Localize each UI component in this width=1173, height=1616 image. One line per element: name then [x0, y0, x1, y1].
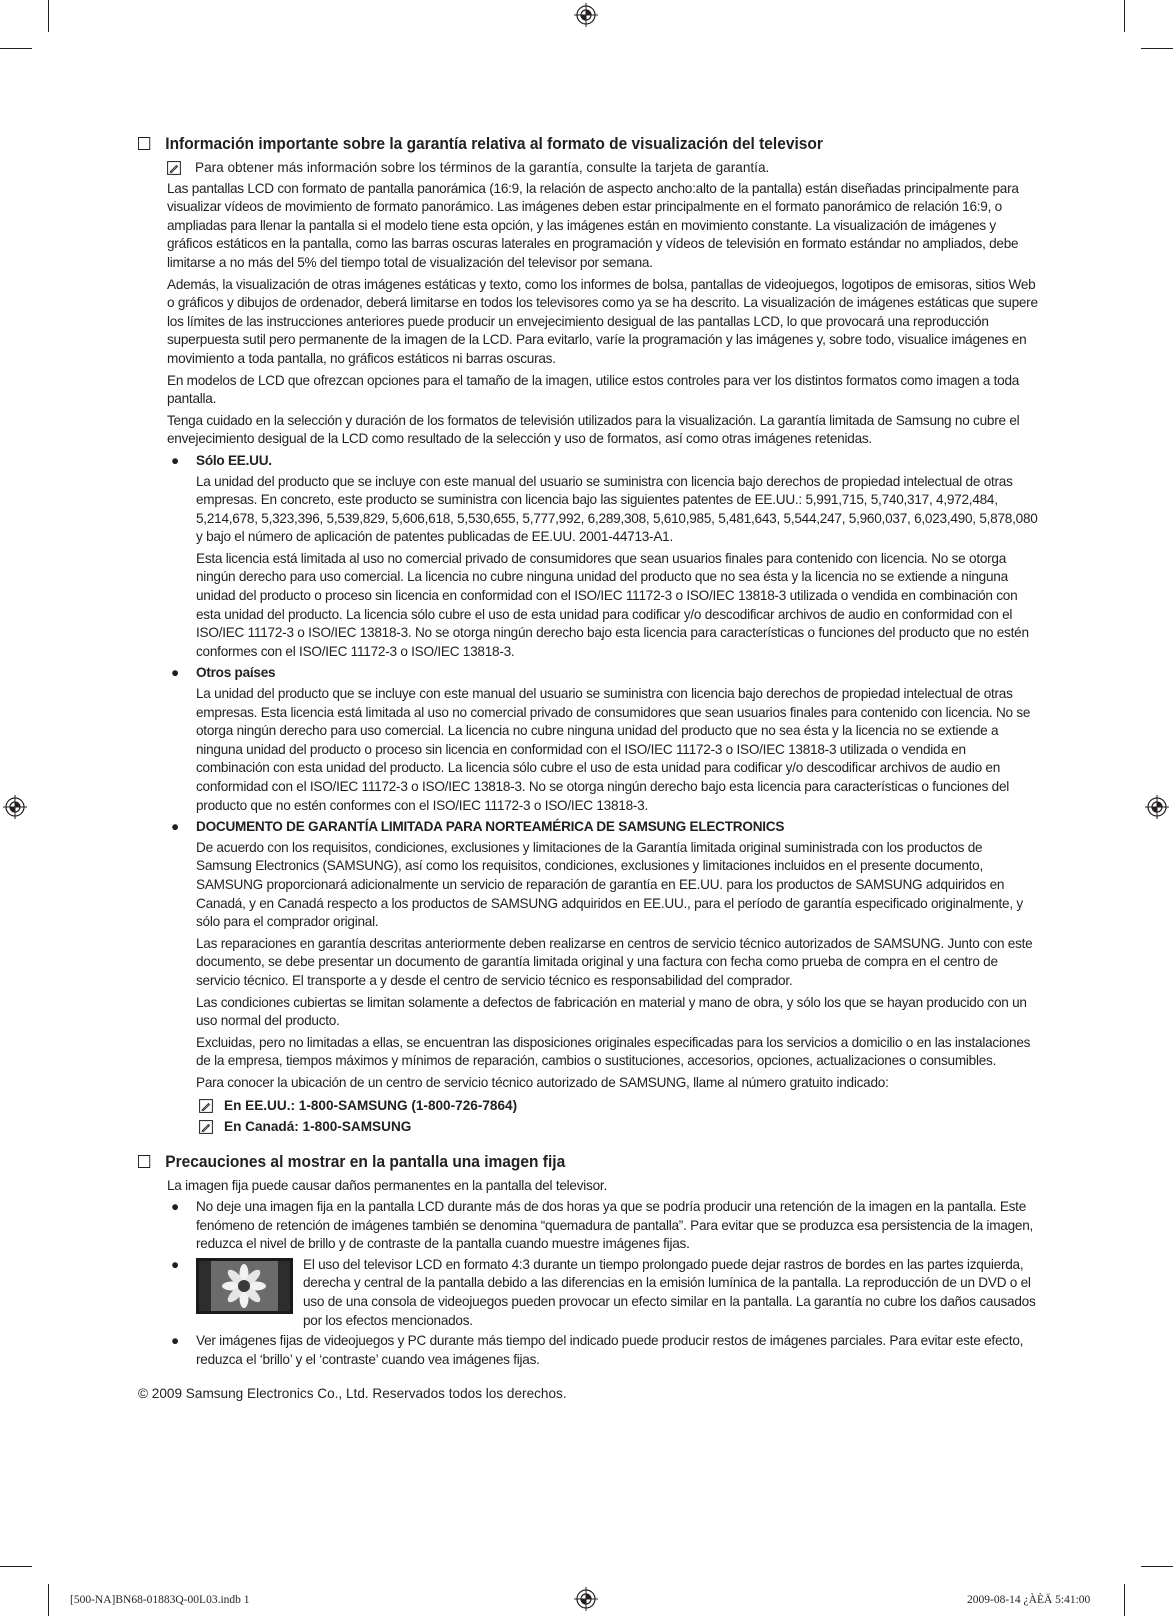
paragraph: La unidad del producto que se incluye con este manual del usuario se suministra con licencia bajo derechos de propiedad intelectual de otras empresas. Esta licencia está limitada al uso no comercial privado de consumidores que sean usuarios finales para contenido con licencia. No se otorga ningún derecho para uso comercial. La licencia no cubre ninguna unidad del producto que no sea ésta y la licencia no se extiende a ninguna unidad del producto o proceso sin licencia en conformidad con el ISO/IEC 11172-3 o ISO/IEC 13818-3 utilizada o vendida en combinación con esta unidad del producto. La licencia sólo cubre el uso de esta unidad para codificar y/o descodificar archivos de audio en conformidad con el ISO/IEC 11172-3 o ISO/IEC 13818-3. No se otorga ningún derecho bajo esta licencia para características o funciones del producto que no estén conformes con el ISO/IEC 11172-3 o ISO/IEC 13818-3.: [196, 686, 1031, 813]
bullet-item-with-image: ● El uso del televisor LCD en formato 4:3 durante un tiempo prolongado puede dejar rastros de bordes en las partes izquierda, derecha y central de la pantalla debido a las diferencias en la emisión lumínica de la pantalla. La reproducción de un DVD o el uso de una consola de videojuegos pueden provocar un efecto similar en la pantalla. La garantía no cubre los daños causados por los efectos mencionados.: [171, 1256, 1036, 1328]
bullet-item: ● No deje una imagen fija en la pantalla LCD durante más de dos horas ya que se podría producir una retención de la imagen en la pantalla. Este fenómeno de retención de imágenes también se denomina “quemadura de pantalla”. Para evitar que se produzca esa persistencia de la imagen, reduzca el nivel de brillo y de contraste de la pantalla cuando muestre imágenes fijas.: [171, 1199, 1034, 1252]
note-pencil-icon: [199, 1120, 213, 1134]
paragraph: En modelos de LCD que ofrezcan opciones para el tamaño de la imagen, utilice estos controles para ver los distintos formatos como imagen a toda pantalla.: [167, 372, 1020, 407]
registration-mark-icon: [574, 1587, 598, 1611]
bullet-dot: ●: [171, 1199, 179, 1215]
crop-mark: [48, 1584, 49, 1616]
phone-usa: En EE.UU.: 1-800-SAMSUNG (1-800-726-7864): [138, 1096, 1038, 1116]
phone-canada: En Canadá: 1-800-SAMSUNG: [138, 1117, 1038, 1137]
footer-timestamp: 2009-08-14 ¿ÀÈÄ 5:41:00: [967, 1594, 1091, 1606]
crop-mark: [1124, 1584, 1125, 1616]
paragraph: La unidad del producto que se incluye con este manual del usuario se suministra con licencia bajo derechos de propiedad intelectual de otras empresas. En concreto, este producto se suministra con licencia bajo las siguientes patentes de EE.UU.: 5,991,715, 5,740,317, 4,972,484, 5,214,678, 5,323,396, 5,539,829, 5,606,618, 5,530,655, 5,777,992, 6,289,308, 5,610,985, 5,481,643, 5,544,247, 5,960,037, 6,023,490, 5,878,080 y bajo el número de aplicación de patentes publicadas de EE.UU. 2001-44713-A1.: [196, 473, 1038, 545]
bullet-heading-usa: ● Sólo EE.UU.: [138, 452, 1038, 471]
paragraph: La imagen fija puede causar daños permanentes en la pantalla del televisor.: [167, 1177, 607, 1193]
paragraph: Las condiciones cubiertas se limitan solamente a defectos de fabricación en material y mano de obra, y sólo los que se hayan producido con un uso normal del producto.: [196, 994, 1027, 1029]
crop-mark: [0, 48, 32, 49]
paragraph: Excluidas, pero no limitadas a ellas, se encuentran las disposiciones originales especificadas para los servicios a domicilio o en las instalaciones de la empresa, tiempos máximos y mínimos de reparación, cambios o sustituciones, accesorios, opciones, actualizaciones o consumibles.: [196, 1034, 1031, 1069]
bullet-dot: ●: [171, 452, 179, 468]
crop-mark: [0, 1566, 32, 1567]
registration-mark-icon: [574, 3, 598, 27]
bullet-dot: ●: [171, 665, 179, 681]
page-content: [138, 134, 1038, 1404]
paragraph: De acuerdo con los requisitos, condiciones, exclusiones y limitaciones de la Garantía limitada original suministrada con los productos de Samsung Electronics (SAMSUNG), así como los requisitos, condiciones, exclusiones y limitaciones incluidos en el presente documento, SAMSUNG proporcionará adicionalmente un servicio de reparación de garantía en EE.UU. para los productos de SAMSUNG adquiridos en Canadá, y en Canadá respecto a los productos de SAMSUNG adquiridos en EE.UU., para el período de garantía especificado originalmente, y sólo para el comprador original.: [196, 839, 1023, 930]
paragraph: Esta licencia está limitada al uso no comercial privado de consumidores que sean usuarios finales para contenido con licencia. No se otorga ningún derecho para uso comercial. La licencia no cubre ninguna unidad del producto que no sea ésta y la licencia no se extiende a ninguna unidad del producto o proceso sin licencia en conformidad con el ISO/IEC 11172-3 o ISO/IEC 13818-3 utilizada o vendida en combinación con esta unidad del producto. La licencia sólo cubre el uso de esta unidad para codificar y/o descodificar archivos de audio en conformidad con el ISO/IEC 11172-3 o ISO/IEC 13818-3. No se otorga ningún derecho bajo esta licencia para características o funciones del producto que no estén conformes con el ISO/IEC 11172-3 o ISO/IEC 13818-3.: [196, 550, 1029, 659]
checkbox-square-icon: [138, 137, 150, 150]
bullet-heading-warranty-document: ● DOCUMENTO DE GARANTÍA LIMITADA PARA NORTEAMÉRICA DE SAMSUNG ELECTRONICS: [138, 818, 1038, 837]
registration-mark-icon: [3, 795, 27, 819]
note: Para obtener más información sobre los términos de la garantía, consulte la tarjeta de garantía.: [138, 159, 1038, 178]
bullet-heading-other-countries: ● Otros países: [138, 664, 1038, 683]
bullet-item: ● Ver imágenes fijas de videojuegos y PC durante más tiempo del indicado puede producir restos de imágenes parciales. Para evitar este efecto, reduzca el ‘brillo’ y el ‘contraste’ cuando vea imágenes fijas.: [171, 1333, 1024, 1367]
paragraph: Tenga cuidado en la selección y duración de los formatos de televisión utilizados para la visualización. La garantía limitada de Samsung no cubre el envejecimiento desigual de la LCD como resultado de la selección y uso de formatos, así como otras imágenes retenidas.: [167, 412, 1020, 447]
bullet-dot: ●: [171, 819, 179, 835]
bullet-dot: ●: [171, 1256, 179, 1272]
note-pencil-icon: [167, 161, 181, 175]
section-heading-warranty: Información importante sobre la garantía relativa al formato de visualización del televisor: [138, 134, 984, 155]
registration-mark-icon: [1145, 795, 1169, 819]
copyright: © 2009 Samsung Electronics Co., Ltd. Reservados todos los derechos.: [138, 1386, 567, 1402]
footer-file-info: [500-NA]BN68-01883Q-00L03.indb 1: [70, 1594, 250, 1606]
note-pencil-icon: [199, 1099, 213, 1113]
checkbox-square-icon: [138, 1155, 150, 1168]
paragraph: Las pantallas LCD con formato de pantalla panorámica (16:9, la relación de aspecto ancho:alto de la pantalla) están diseñadas principalmente para visualizar vídeos de movimiento de formato panorámico. Las imágenes deben estar principalmente en el formato panorámico de relación 16:9, o ampliadas para llenar la pantalla si el modelo tiene esta opción, y las imágenes están en movimiento constante. La visualización de imágenes y gráficos estáticos en la pantalla, como las barras oscuras laterales en programación y vídeos de televisión en formato estándar no ampliados, debe limitarse a no más del 5% del tiempo total de visualización del televisor por semana.: [167, 180, 1019, 270]
paragraph: Para conocer la ubicación de un centro de servicio técnico autorizado de SAMSUNG, llame al número gratuito indicado:: [196, 1074, 889, 1090]
tv-flower-image: [196, 1258, 293, 1314]
crop-mark: [48, 0, 49, 32]
crop-mark: [1124, 0, 1125, 32]
crop-mark: [1141, 48, 1173, 49]
spacer: [138, 1138, 1038, 1152]
paragraph: Las reparaciones en garantía descritas anteriormente deben realizarse en centros de servicio técnico autorizados de SAMSUNG. Junto con este documento, se debe presentar un documento de garantía limitada original y una factura con fecha como prueba de compra en el centro de servicio técnico. El transporte a y desde el centro de servicio técnico es responsabilidad del comprador.: [196, 935, 1033, 988]
section-heading-still-image: Precauciones al mostrar en la pantalla una imagen fija: [138, 1152, 984, 1173]
bullet-dot: ●: [171, 1333, 179, 1349]
paragraph: Además, la visualización de otras imágenes estáticas y texto, como los informes de bolsa, pantallas de videojuegos, logotipos de emisoras, sitios Web o gráficos y dibujos de ordenador, deberá limitarse en todos los televisores como ya se ha descrito. La visualización de imágenes estáticas que supere los límites de las instrucciones anteriores puede producir un envejecimiento desigual de las pantallas LCD, lo que provocará una reproducción superpuesta sutil pero permanente de la imagen de la LCD. Para evitarlo, varíe la programación y las imágenes y, sobre todo, visualice imágenes en movimiento a toda pantalla, no gráficos estáticos ni barras oscuras.: [167, 276, 1038, 366]
crop-mark: [1141, 1566, 1173, 1567]
